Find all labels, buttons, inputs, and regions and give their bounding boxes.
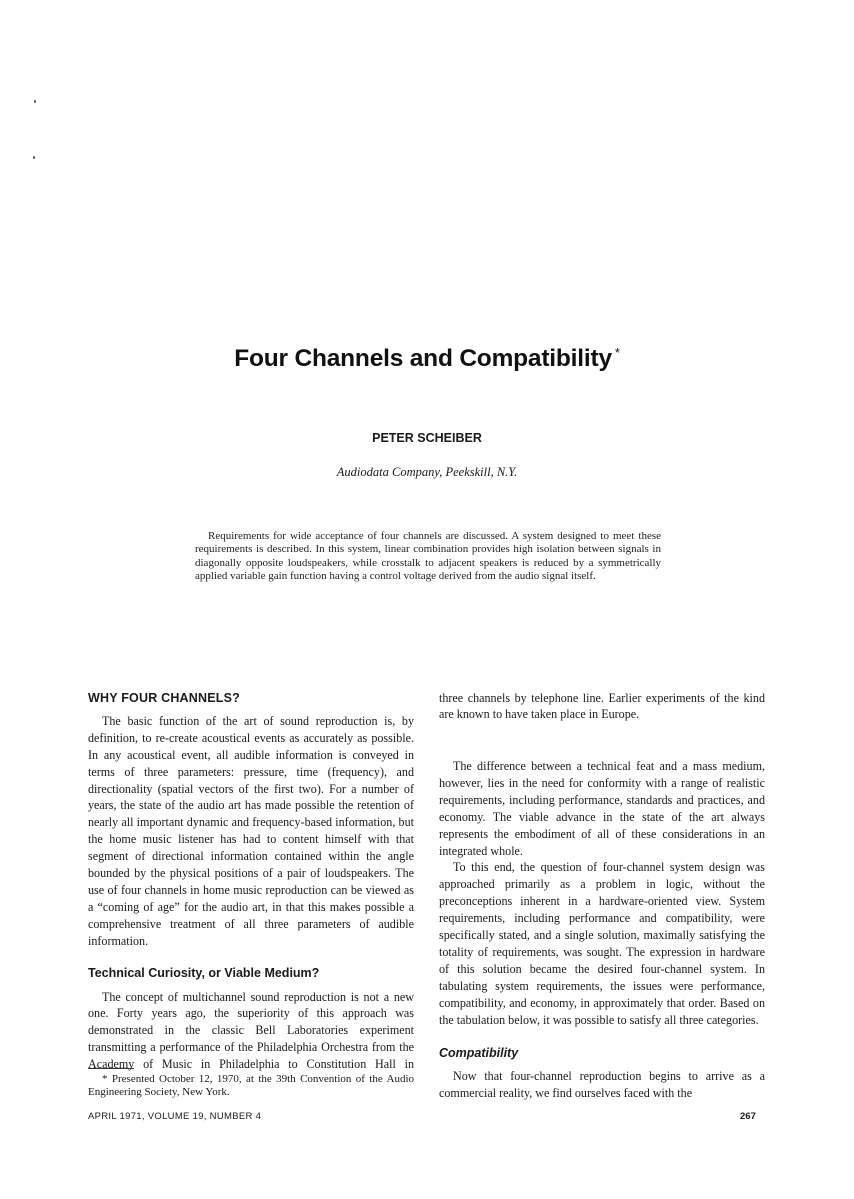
- author-name: PETER SCHEIBER: [372, 431, 482, 445]
- scan-speck: [34, 100, 36, 103]
- page-number: 267: [740, 1111, 756, 1122]
- paragraph: Now that four-channel reproduction begins to arrive as a commercial reality, we find ourselves faced with the: [439, 1069, 765, 1101]
- author-affiliation: Audiodata Company, Peekskill, N.Y.: [336, 465, 518, 479]
- paragraph: The concept of multichannel sound reproduction is not a new one. Forty years ago, the superiority of this approach was demonstrated in the classic Bell Laboratories experiment transmitting a performance of the Philadelphia Orchestra from the Academy of Music in Philadelphia to Constitution Hall in: [88, 989, 414, 1072]
- article-title: [0, 345, 854, 373]
- section-heading-technical-curiosity: Technical Curiosity, or Viable Medium?: [88, 965, 320, 980]
- left-column: [88, 690, 414, 1073]
- continued-text: three channels by telephone line. Earlier experiments of the kind are known to have taken place in Europe.: [439, 690, 765, 722]
- paragraph: The difference between a technical feat and a mass medium, however, lies in the need for conformity with a range of realistic requirements, including performance, standards and practices, and economy. The viable advance in the state of the art always represents the embodiment of all of these considerations in an integrated whole.: [439, 759, 765, 858]
- right-column: [439, 690, 765, 1102]
- footnote-text: Presented October 12, 1970, at the 39th Convention of the Audio Engineering Society, New York.: [88, 1073, 415, 1098]
- abstract-text: Requirements for wide acceptance of four channels are discussed. A system designed to meet these requirements is described. In this system, linear combination provides high isolation between signals in diagonally opposite loudspeakers, while crosstalk to adjacent speakers is reduced by a symmetrically applied variable gain function having a control voltage derived from the audio signal itself.: [195, 530, 661, 582]
- footnote: [88, 1073, 414, 1099]
- paragraph-continuation: [439, 690, 765, 758]
- paragraph: To this end, the question of four-channel system design was approached primarily as a problem in logic, without the preconceptions inherent in a hardware-oriented view. System requirements, including performance and compatibility, were specifically stated, and a single solution, maximally satisfying the totality of requirements, was sought. The expression in hardware of this solution became the desired four-channel system. In tabulating system requirements, the issues were performance, compatibility, and economy, in approximately that order. Based on the tabulation below, it was possible to satisfy all three categories.: [439, 860, 765, 1027]
- scan-speck: [33, 156, 35, 159]
- paragraph: The basic function of the art of sound reproduction is, by definition, to re-create acoustical events as accurately as possible. In any acoustical event, all audible information is conveyed in terms of three parameters: pressure, time (frequency), and directionality (spatial vectors of the first two). For a number of years, the state of the audio art has made possible the retention of nearly all important dynamic and frequency-based information, but the home music listener has had to content himself with that segment of directional information contained within the angle bounded by the physical positions of a pair of loudspeakers. The use of four channels in home music reproduction can be viewed as a “coming of age” for the audio art, in that this makes possible a comprehensive treatment of all three parameters of audible information.: [88, 713, 414, 948]
- title-text: Four Channels and Compatibility: [234, 345, 612, 372]
- section-heading-compatibility: Compatibility: [439, 1045, 519, 1060]
- title-footnote-mark: *: [614, 345, 620, 360]
- journal-issue: APRIL 1971, VOLUME 19, NUMBER 4: [88, 1111, 262, 1122]
- footnote-rule: [88, 1068, 134, 1069]
- section-heading-why-four-channels: WHY FOUR CHANNELS?: [88, 691, 240, 705]
- footnote-mark: *: [102, 1073, 108, 1085]
- abstract: [195, 530, 661, 583]
